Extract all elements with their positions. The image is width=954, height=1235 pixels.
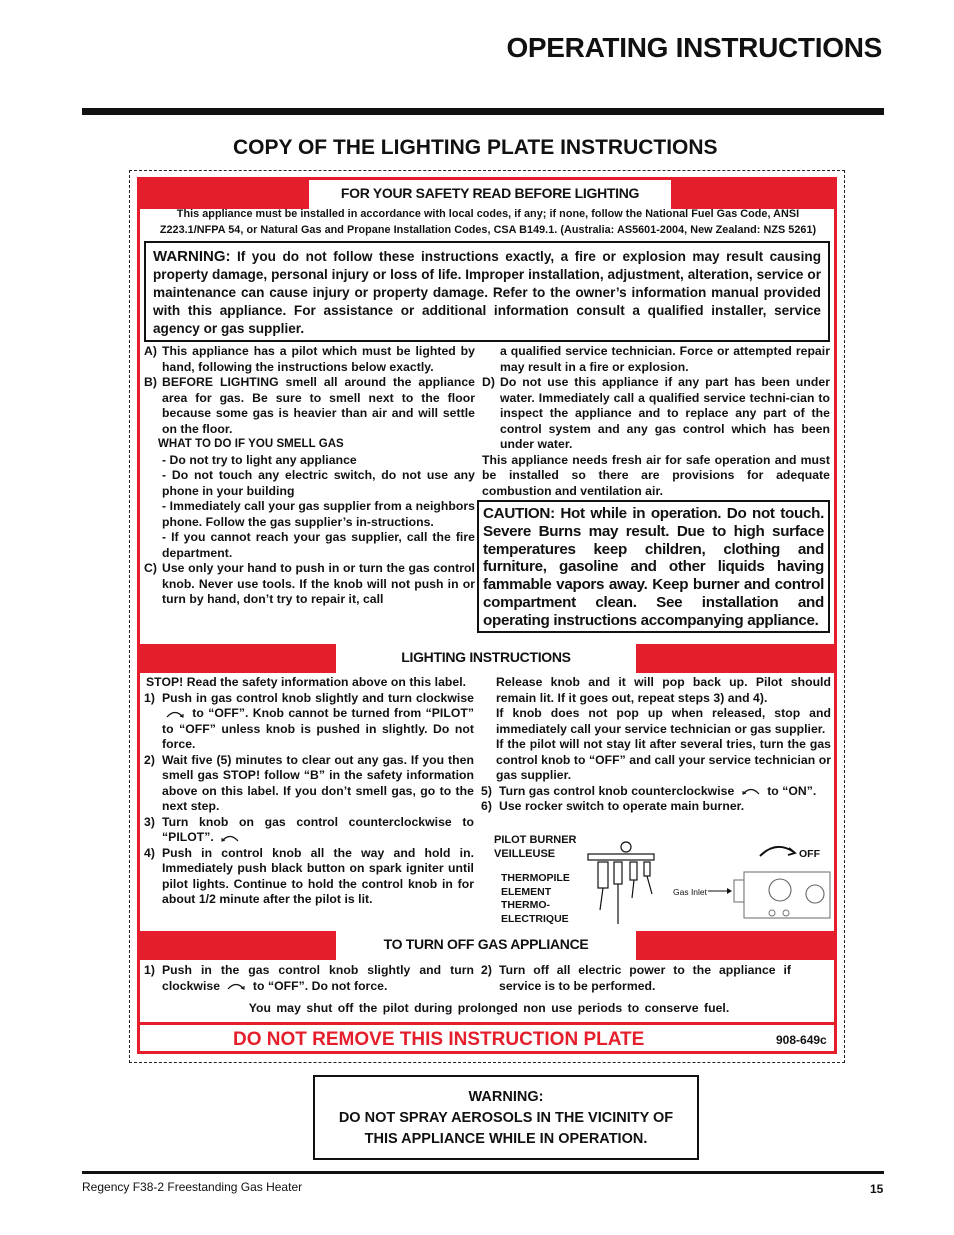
step-text: Turn gas control knob counterclockwise <box>499 783 735 798</box>
item-text: This appliance has a pilot which must be lighted by hand, following the instructions below exactly. <box>162 344 475 374</box>
lighting-step-5 <box>481 784 831 800</box>
safety-item-a <box>144 344 475 375</box>
step-key: 4) <box>144 845 155 860</box>
step-text: Push in control knob all the way and hold in. Immediately push black button on spark igniter until pilot lights. Continue to hold the control knob in for about 1/2 minute after the pilot is lit. <box>162 845 474 906</box>
step-key: 2) <box>144 752 155 767</box>
safety-heading: FOR YOUR SAFETY READ BEFORE LIGHTING <box>309 180 671 209</box>
item-key: B) <box>144 375 157 389</box>
gas-valve-illustration <box>708 838 832 926</box>
turn-off-step-2 <box>481 963 791 994</box>
step-key: 3) <box>144 814 155 829</box>
step-text: to “OFF”. Do not force. <box>252 978 388 993</box>
warning-lead: WARNING: <box>153 248 231 265</box>
clockwise-arrow-icon <box>166 710 184 718</box>
label-line: PILOT BURNER <box>494 834 577 846</box>
do-not-remove-notice: DO NOT REMOVE THIS INSTRUCTION PLATE <box>233 1029 645 1050</box>
lighting-right-column <box>481 675 831 815</box>
plate-code: 908-649c <box>776 1033 827 1047</box>
turn-off-heading: TO TURN OFF GAS APPLIANCE <box>336 931 636 960</box>
item-key: D) <box>482 375 495 389</box>
safety-item-b <box>144 375 475 437</box>
lighting-step-6 <box>481 799 831 815</box>
item-key: A) <box>144 344 157 358</box>
label-line: THERMOPILE <box>501 872 570 884</box>
warning-text: If you do not follow these instructions exactly, a fire or explosion may result causing property damage, personal injury or loss of life. Improper installation, adjustment, alteration, service or maintenance can cause injury or property damage. Refer to the owner’s information manual provided with this appliance. For assistance or additional information consult a qualified installer, service agency or gas supplier. <box>153 249 821 336</box>
step-text: Use rocker switch to operate main burner. <box>499 799 745 813</box>
step-text: Wait five (5) minutes to clear out any gas. If you then smell gas STOP! follow “B” in the safety information above on this label. If you don’t smell gas, go to the next step. <box>162 752 474 813</box>
step-key: 6) <box>481 799 492 813</box>
step-text: Turn off all electric power to the appliance if service is to be performed. <box>499 963 791 993</box>
caution-box: CAUTION: Hot while in operation. Do not touch. Severe Burns may result. Due to high surface temperatures keep children, clothing and furniture, gasoline and other liquids having fammable vapors away. Keep burner and control compartment clean. See installation and operating instructions accompanying appliance. <box>477 500 830 633</box>
thermopile-label <box>501 872 570 926</box>
item-text: Use only your hand to push in or turn the gas control knob. Never use tools. If the knob will not push in or turn by hand, don’t try to repair it, call <box>162 561 475 606</box>
lighting-left-column <box>144 675 474 908</box>
counterclockwise-arrow-icon <box>221 834 239 842</box>
aerosol-warning-title: WARNING: <box>468 1089 544 1105</box>
label-line: VEILLEUSE <box>494 847 556 860</box>
step-row <box>144 963 474 994</box>
clockwise-arrow-icon <box>227 982 245 990</box>
label-line: ELEMENT <box>501 885 552 898</box>
off-label: OFF <box>799 848 820 860</box>
intro-text: This appliance must be installed in accordance with local codes, if any; if none, follow the National Fuel Gas Code, ANSI Z223.1/NFPA 54, or Natural Gas and Propane Installation Codes, CSA B149.1. (Australia: AS5601-2004, New Zealand: NZS 5261) <box>159 208 817 236</box>
dash-item: - Do not touch any electric switch, do not use any phone in your building <box>162 468 475 498</box>
if-knob-text: If knob does not pop up when released, stop and immediately call your service technician or gas supplier. <box>496 706 831 736</box>
plate-divider <box>140 1022 834 1025</box>
aerosol-warning-line: DO NOT SPRAY AEROSOLS IN THE VICINITY OF <box>338 1110 674 1126</box>
item-text: BEFORE LIGHTING smell all around the appliance area for gas. Be sure to smell next to the floor because some gas is heavier than air and will settle on the floor. <box>162 375 475 436</box>
dash-item: - Do not try to light any appliance <box>162 452 357 467</box>
pilot-assembly-illustration <box>580 838 670 926</box>
step-key: 1) <box>144 690 155 705</box>
lighting-step-1 <box>144 691 474 753</box>
step-text: Push in the gas control knob slightly and turn clockwise <box>162 963 474 993</box>
step-key: 1) <box>144 963 155 977</box>
step-key: 2) <box>481 963 492 977</box>
counterclockwise-arrow-icon <box>742 787 760 795</box>
step-row <box>481 963 791 994</box>
safety-item-c <box>144 561 475 608</box>
pilot-shutoff-note: You may shut off the pilot during prolonged non use periods to conserve fuel. <box>248 1001 730 1015</box>
dash-item: - Immediately call your gas supplier from a neighbors phone. Follow the gas supplier’s in-structions. <box>162 499 475 529</box>
item-text: Do not use this appliance if any part has been under water. Immediately call a qualified service techni-cian to inspect the appliance and to replace any part of the control system and any gas control which has been under water. <box>500 375 830 451</box>
footer-product-name: Regency F38-2 Freestanding Gas Heater <box>82 1180 303 1194</box>
top-rule <box>82 108 884 115</box>
turn-off-step-1 <box>144 963 474 994</box>
label-line: ELECTRIQUE <box>501 912 569 925</box>
section-title: COPY OF THE LIGHTING PLATE INSTRUCTIONS <box>233 136 718 159</box>
aerosol-warning-box <box>313 1075 699 1160</box>
if-pilot-text: If the pilot will not stay lit after several tries, turn the gas control knob to “OFF” and call your service technician or gas supplier. <box>496 737 831 782</box>
release-text: Release knob and it will pop back up. Pilot should remain lit. If it goes out, repeat steps 3) and 4). <box>496 675 831 705</box>
page-number: 15 <box>870 1182 884 1196</box>
dash-item: - If you cannot reach your gas supplier, call the fire department. <box>162 530 475 560</box>
stop-text: STOP! Read the safety information above on this label. <box>146 675 467 689</box>
step-text: to “ON”. <box>767 783 817 798</box>
page-title: OPERATING INSTRUCTIONS <box>506 32 882 63</box>
label-line: THERMO- <box>501 899 550 911</box>
fresh-air-text: This appliance needs fresh air for safe operation and must be installed so there are provisions for adequate combustion and ventilation air. <box>482 452 830 498</box>
step-text: Turn knob on gas control counterclockwise to “PILOT”. <box>162 814 474 844</box>
pilot-burner-label <box>494 834 577 861</box>
bottom-rule <box>82 1171 884 1174</box>
safety-right-column <box>482 344 830 499</box>
safety-item-d <box>482 375 830 453</box>
what-to-do-heading: WHAT TO DO IF YOU SMELL GAS <box>158 438 344 450</box>
safety-left-column <box>144 344 475 608</box>
step-text: to “OFF”. Knob cannot be turned from “PILOT” to “OFF” unless knob is pushed in slightly. Do not force. <box>162 706 474 751</box>
lighting-step-4 <box>144 846 474 908</box>
step-key: 5) <box>481 783 492 798</box>
gas-inlet-label: Gas Inlet <box>673 887 708 897</box>
lighting-step-3 <box>144 815 474 846</box>
aerosol-warning-line: THIS APPLIANCE WHILE IN OPERATION. <box>364 1131 648 1147</box>
warning-box <box>144 241 830 342</box>
item-c-continued: a qualified service technician. Force or attempted repair may result in a fire or explosion. <box>500 344 830 374</box>
step-text: Push in gas control knob slightly and turn clockwise <box>162 690 474 705</box>
lighting-step-2 <box>144 753 474 815</box>
lighting-heading: LIGHTING INSTRUCTIONS <box>336 644 636 673</box>
item-key: C) <box>144 561 157 575</box>
